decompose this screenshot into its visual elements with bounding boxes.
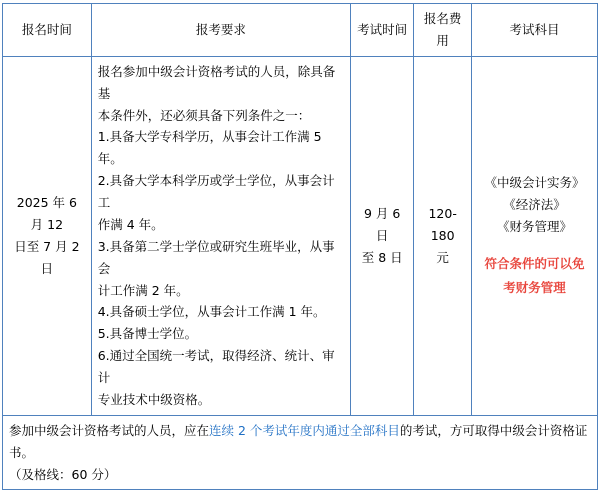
cell-exam-time xyxy=(350,56,414,415)
footer-note-part-2: 的考试，方可取得中级会计资格证书。 xyxy=(9,422,588,460)
document-sheet xyxy=(0,3,600,482)
requirement-item: 6.通过全国统一考试，取得经济、统计、审计 xyxy=(97,348,335,385)
requirement-item: 专业技术中级资格。 xyxy=(97,391,211,407)
header-exam-time: 考试时间 xyxy=(350,4,414,57)
requirements-intro-line-1: 报名参加中级会计资格考试的人员，除具备基 xyxy=(97,63,336,101)
subject-item: 《中级会计实务》 xyxy=(484,175,585,191)
fee-amount: 120-180 xyxy=(428,205,457,243)
exam-info-table xyxy=(2,3,598,490)
requirement-item: 5.具备博士学位。 xyxy=(97,326,198,342)
requirements-intro-line-2: 本条件外，还必须具备下列条件之一： xyxy=(97,107,311,123)
requirement-item: 作满 4 年。 xyxy=(97,216,164,232)
subject-list xyxy=(478,172,591,238)
signup-period-line-2: 日至 7 月 2 日 xyxy=(14,238,80,276)
cell-subjects xyxy=(471,56,597,415)
signup-period-line-1: 2025 年 6 月 12 xyxy=(16,195,77,232)
exam-time-line-2: 至 8 日 xyxy=(361,249,403,265)
footer-note-highlight: 连续 2 个考试年度内通过全部科目 xyxy=(209,422,400,438)
table-row xyxy=(3,56,598,415)
subject-exemption-note-line-2: 考财务管理 xyxy=(503,279,566,295)
subject-exemption-note-line-1: 符合条件的可以免 xyxy=(484,255,585,271)
table-header-row xyxy=(3,4,598,57)
header-subjects: 考试科目 xyxy=(471,4,597,57)
footer-note-line-2: （及格线：60 分） xyxy=(9,466,117,482)
footer-note-line-1 xyxy=(9,420,591,464)
table-footer-row xyxy=(3,415,598,490)
exam-time-line-1: 9 月 6 日 xyxy=(363,205,401,243)
header-requirements: 报考要求 xyxy=(91,4,350,57)
cell-requirements xyxy=(91,56,350,415)
header-fee: 报名费用 xyxy=(414,4,471,57)
requirement-item: 计工作满 2 年。 xyxy=(97,282,189,298)
fee-unit: 元 xyxy=(436,249,449,265)
subject-item: 《财务管理》 xyxy=(496,218,572,234)
header-signup-time: 报名时间 xyxy=(3,4,92,57)
footer-note-part-1: 参加中级会计资格考试的人员，应在 xyxy=(9,422,210,438)
requirement-item: 3.具备第二学士学位或研究生班毕业，从事会 xyxy=(97,238,335,276)
requirement-item: 4.具备硕士学位，从事会计工作满 1 年。 xyxy=(97,304,326,320)
cell-signup-period xyxy=(3,56,92,415)
requirement-item: 2.具备大学本科学历或学士学位，从事会计工 xyxy=(97,173,335,210)
subject-exemption-note xyxy=(478,252,591,300)
subject-item: 《经济法》 xyxy=(503,197,566,213)
cell-fee xyxy=(414,56,471,415)
cell-footer-note xyxy=(3,415,598,490)
requirement-item: 1.具备大学专科学历，从事会计工作满 5 年。 xyxy=(97,129,322,167)
